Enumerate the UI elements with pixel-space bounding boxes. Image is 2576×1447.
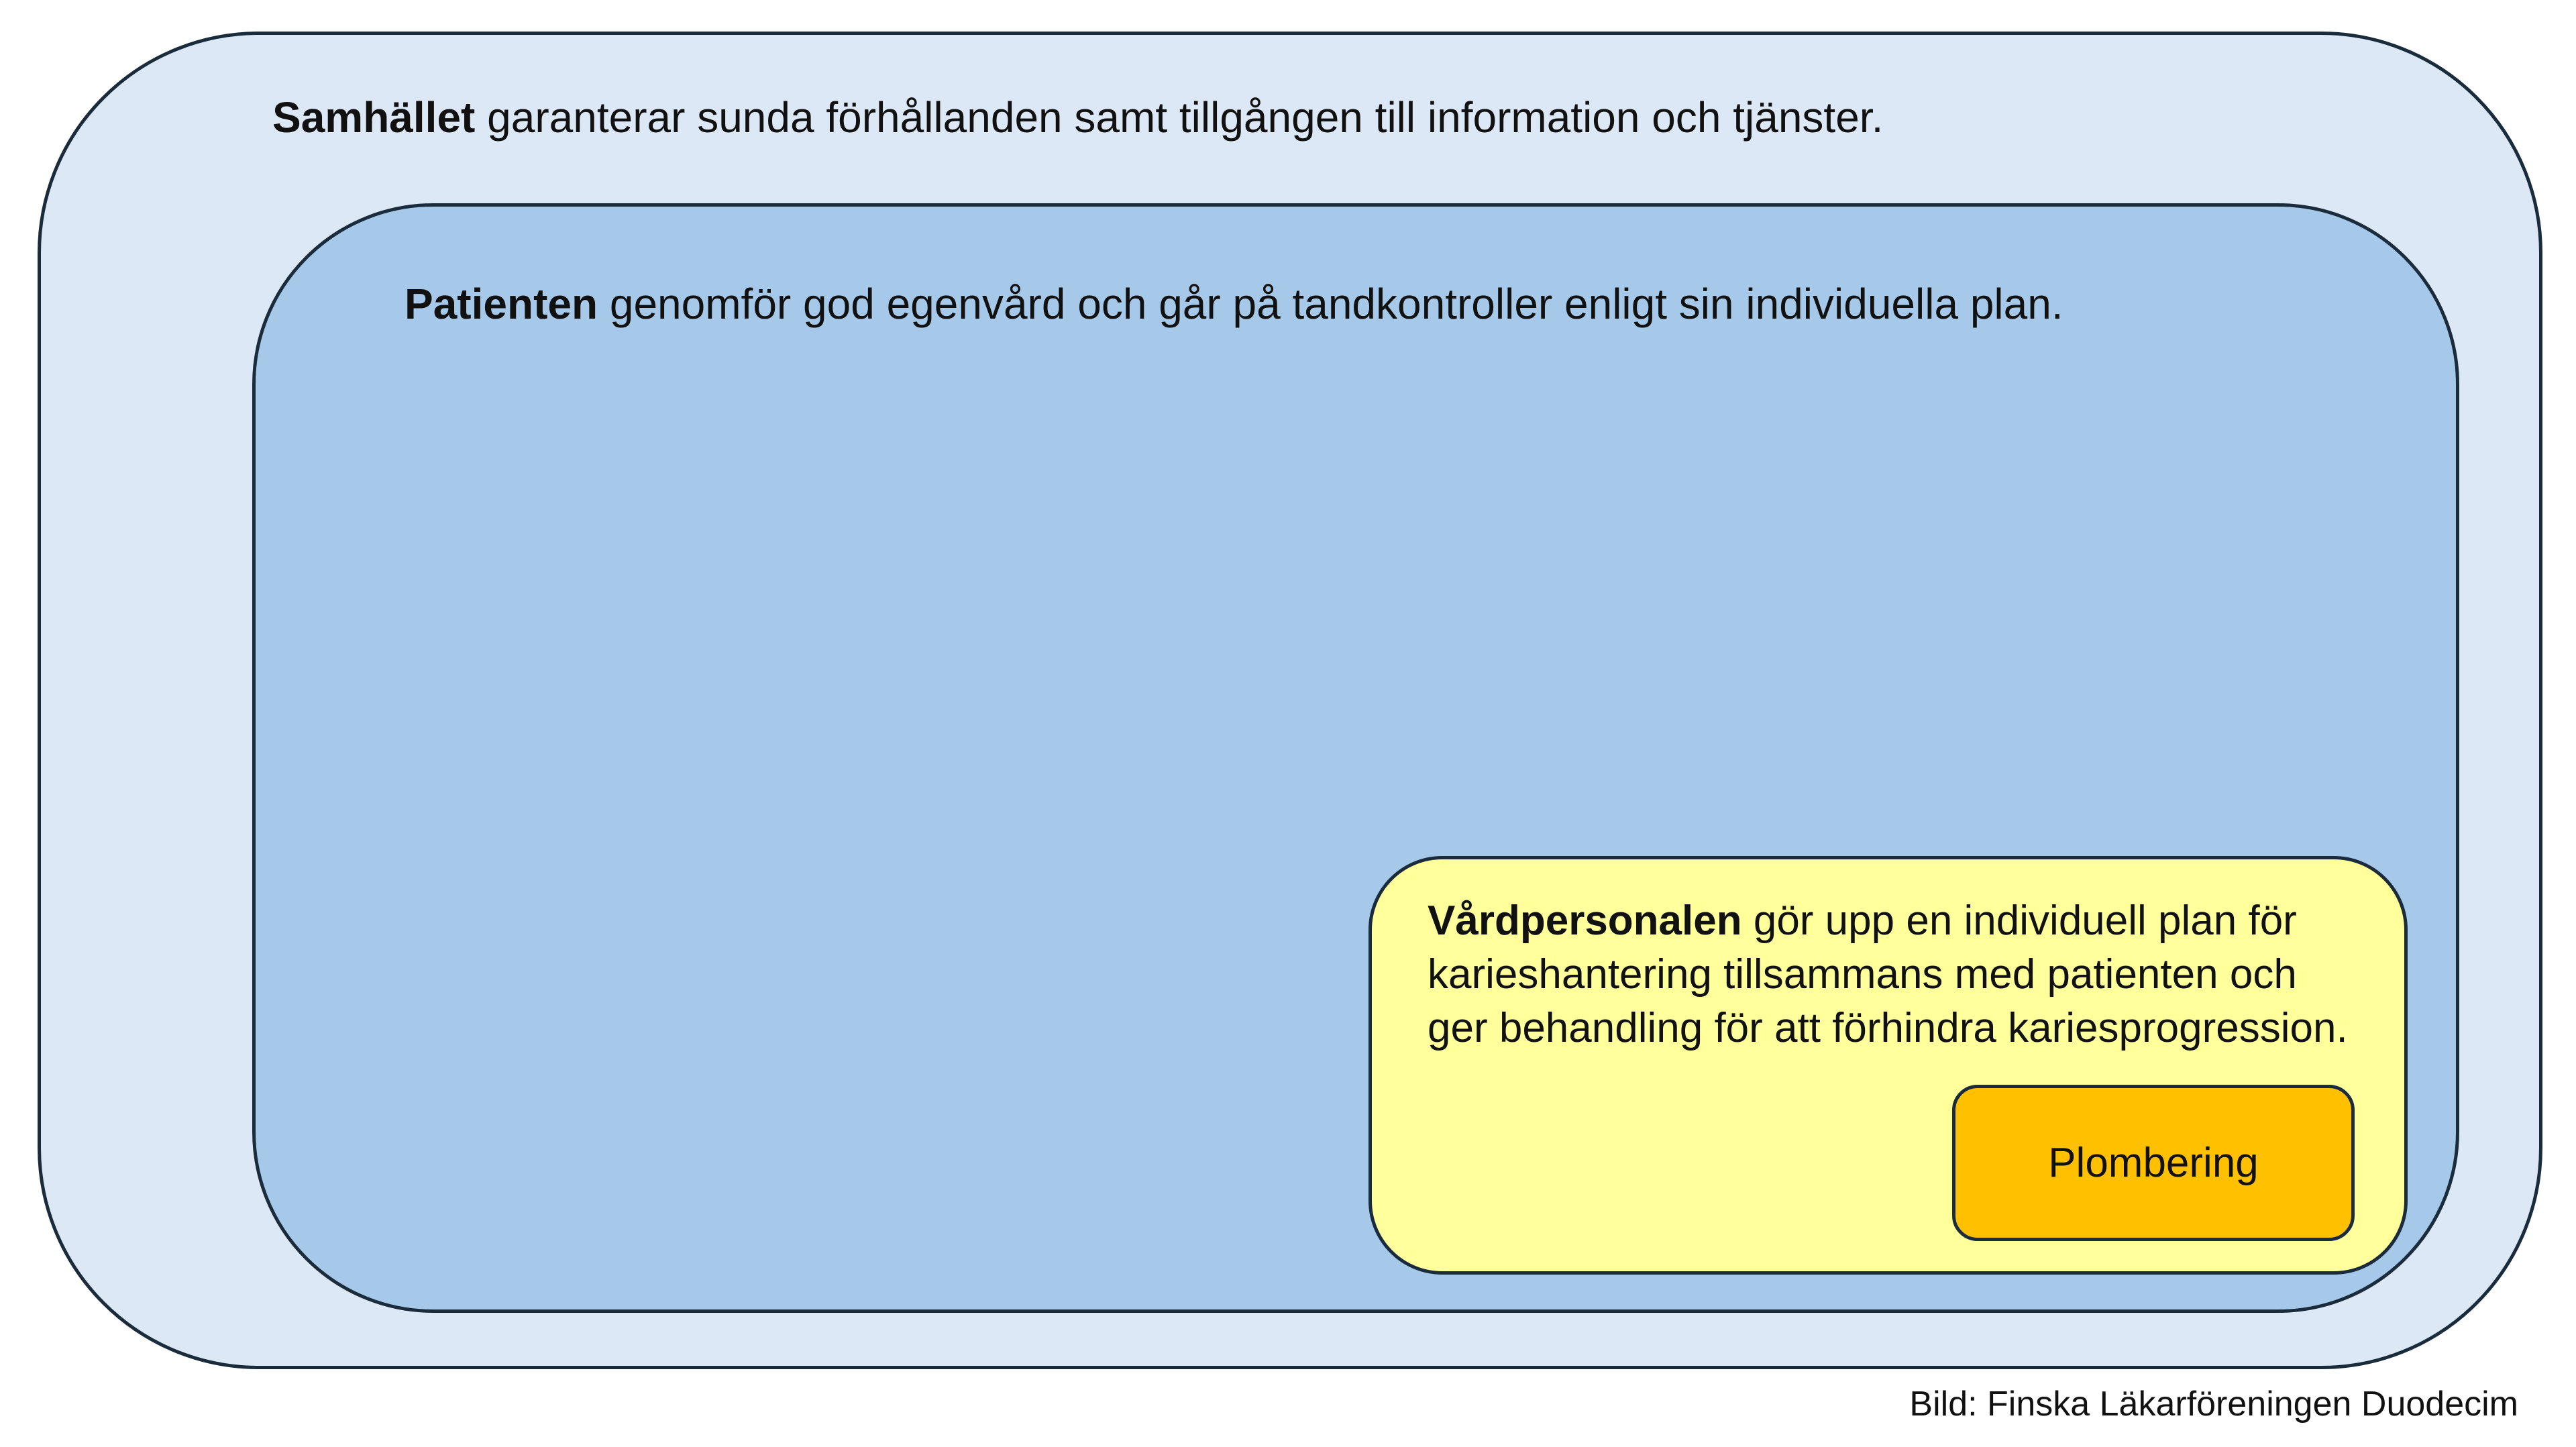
society-description — [272, 91, 1883, 144]
society-subject: Samhället — [272, 93, 476, 142]
staff-description — [1428, 894, 2353, 1055]
treatment-box — [1952, 1085, 2355, 1241]
treatment-label: Plombering — [2048, 1139, 2259, 1186]
image-credit: Bild: Finska Läkarföreningen Duodecim — [1909, 1385, 2518, 1424]
patient-description — [405, 277, 2063, 331]
society-text: garanterar sunda förhållanden samt tillgången till information och tjänster. — [475, 93, 1884, 142]
staff-subject: Vårdpersonalen — [1428, 898, 1742, 944]
patient-text: genomför god egenvård och går på tandkontroller enligt sin individuella plan. — [598, 280, 2063, 328]
patient-subject: Patienten — [405, 280, 598, 328]
staff-text: gör upp en individuell plan för karieshantering tillsammans med patienten och ger behandling för att förhindra kariesprogression. — [1428, 898, 2348, 1051]
